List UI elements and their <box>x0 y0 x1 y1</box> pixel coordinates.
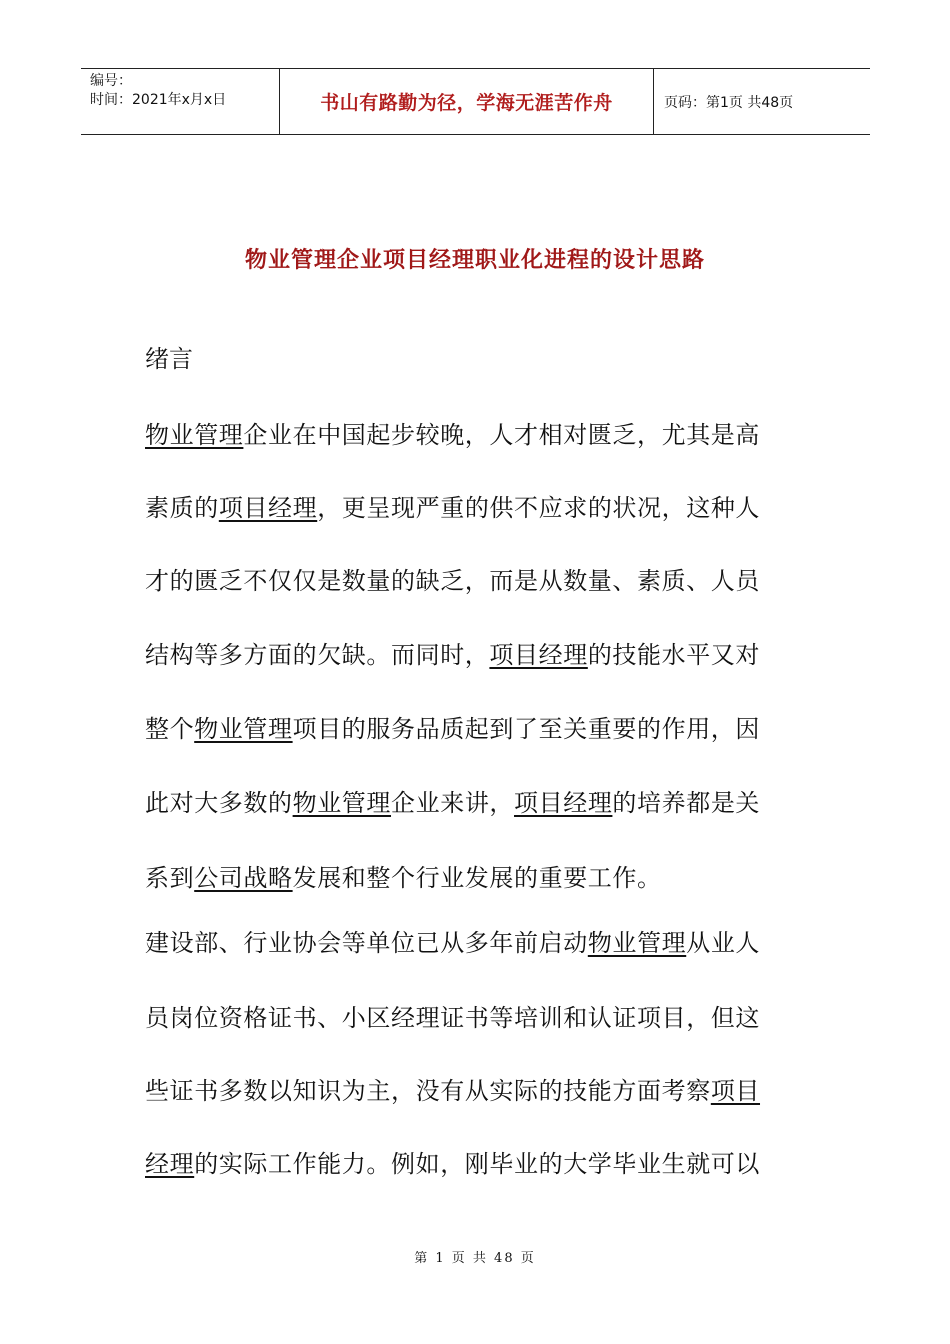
text-segment: 的实际工作能力。例如，刚毕业的大学毕业生就可以 <box>194 1150 761 1178</box>
text-segment: 结构等多方面的欠缺。而同时， <box>145 641 490 669</box>
text-segment: 些证书多数以知识为主，没有从实际的技能方面考察 <box>145 1077 711 1105</box>
text-segment: 从业人 <box>686 929 761 957</box>
page-footer: 第 1 页 共 48 页 <box>414 1251 536 1266</box>
text-segment: 整个 <box>145 715 195 743</box>
underlined-term: 物业管理 <box>292 789 392 817</box>
underlined-term: 物业管理 <box>587 929 687 957</box>
body-line <box>145 1148 785 1180</box>
document-title: 物业管理企业项目经理职业化进程的设计思路 <box>244 248 705 273</box>
header-meta <box>81 69 280 134</box>
document-time-label: 时间：2021年x月x日 <box>90 92 227 108</box>
header-page-info: 页码：第1页 共48页 <box>664 94 794 111</box>
underlined-term: 公司战略 <box>194 864 293 892</box>
text-segment: ，更呈现严重的供不应求的状况，这种人 <box>317 494 761 522</box>
header-motto: 书山有路勤为径，学海无涯苦作舟 <box>280 69 654 134</box>
underlined-term: 项目经理 <box>218 494 318 522</box>
body-line <box>145 492 785 524</box>
text-segment: 的培养都是关 <box>612 789 761 817</box>
text-segment: 系到 <box>145 864 195 892</box>
text-segment: 此对大多数的 <box>145 789 293 817</box>
body-line <box>145 787 785 819</box>
body-line <box>145 862 785 894</box>
body-line <box>145 565 785 597</box>
body-line <box>145 927 785 959</box>
underlined-term: 物业管理 <box>145 421 244 449</box>
text-segment: 企业在中国起步较晚，人才相对匮乏，尤其是高 <box>243 421 761 449</box>
body-line <box>145 639 785 671</box>
text-segment: 项目的服务品质起到了至关重要的作用，因 <box>292 715 761 743</box>
document-number-label: 编号： <box>90 73 132 89</box>
underlined-term: 项目 <box>710 1077 761 1105</box>
underlined-term: 项目经理 <box>489 641 588 669</box>
text-segment: 发展和整个行业发展的重要工作。 <box>292 864 662 892</box>
body-line <box>145 713 785 745</box>
underlined-term: 物业管理 <box>194 715 293 743</box>
section-heading: 绪言 <box>145 345 193 373</box>
underlined-term: 项目经理 <box>514 789 613 817</box>
text-segment: 建设部、行业协会等单位已从多年前启动 <box>145 929 588 957</box>
page-header <box>81 68 870 135</box>
text-segment: 企业来讲， <box>391 789 515 817</box>
text-segment: 员岗位资格证书、小区经理证书等培训和认证项目，但这 <box>145 1004 760 1032</box>
body-line <box>145 419 785 451</box>
body-line <box>145 1002 785 1034</box>
text-segment: 的技能水平又对 <box>587 641 761 669</box>
underlined-term: 经理 <box>145 1150 195 1178</box>
text-segment: 才的匮乏不仅仅是数量的缺乏，而是从数量、素质、人员 <box>145 567 760 595</box>
text-segment: 素质的 <box>145 494 219 522</box>
body-line <box>145 1075 785 1107</box>
